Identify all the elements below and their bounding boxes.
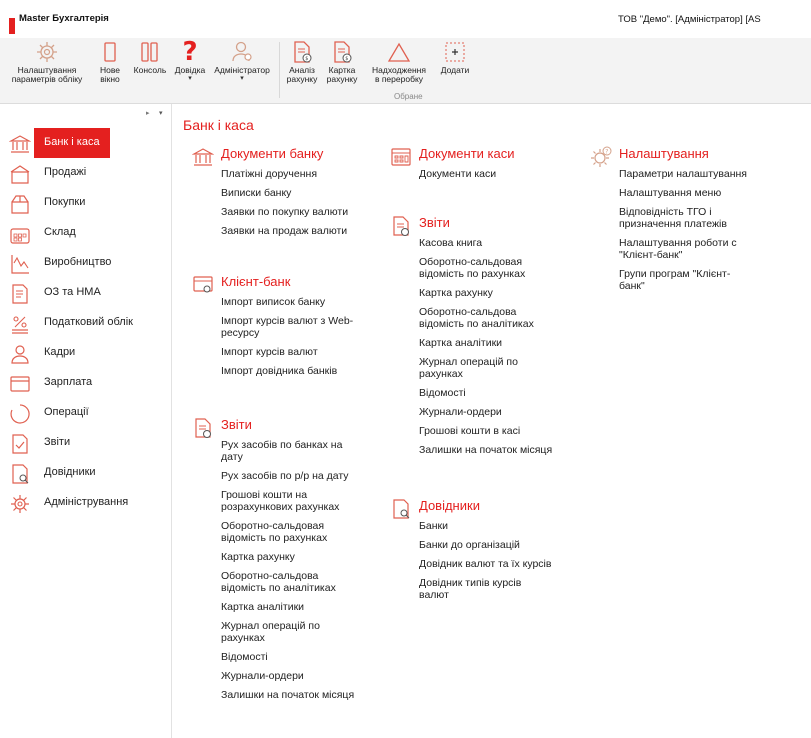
nav-item-salary[interactable] — [0, 368, 172, 398]
warehouse-icon — [9, 223, 31, 245]
nav-label: Продажі — [44, 166, 87, 178]
ribbon-toolbar — [0, 38, 811, 104]
link-banks-to-organizations[interactable]: Банки до організацій — [419, 539, 520, 551]
link-cash-book[interactable]: Касова книга — [419, 237, 483, 249]
console-button[interactable] — [131, 40, 169, 75]
svg-text:?: ? — [605, 148, 609, 156]
left-nav-panel — [0, 104, 172, 738]
purchases-box-icon — [9, 193, 31, 215]
report-document-icon — [192, 417, 214, 439]
nav-label: ОЗ та НМА — [44, 286, 101, 298]
link-analytics-card[interactable]: Картка аналітики — [221, 601, 305, 613]
nav-label: Довідники — [44, 466, 96, 478]
title-bar — [0, 0, 811, 38]
directories-search-icon — [9, 463, 31, 485]
link-currency-sale-requests[interactable]: Заявки на продаж валюти — [221, 225, 348, 237]
link-rate-types-directory[interactable]: Довідник типів курсів валют — [419, 577, 522, 601]
link-banks[interactable]: Банки — [419, 520, 448, 532]
nav-item-production[interactable] — [0, 248, 172, 278]
company-user-label: ТОВ "Демо". [Адміністратор] [AS — [618, 14, 761, 25]
gear-settings-icon — [34, 40, 60, 64]
link-statements[interactable]: Відомості — [419, 387, 466, 399]
link-month-start-balances[interactable]: Залишки на початок місяця — [419, 444, 553, 456]
section-title: Звіти — [221, 417, 252, 432]
nav-label: Банк і каса — [44, 136, 100, 148]
section-title: Звіти — [419, 215, 450, 230]
nav-item-purchases[interactable] — [0, 188, 172, 218]
link-import-statements[interactable]: Імпорт виписок банку — [221, 296, 326, 308]
nav-item-tax-accounting[interactable] — [0, 308, 172, 338]
section-title: Довідники — [419, 498, 480, 513]
console-icon — [137, 40, 163, 64]
processing-receipt-label: Надходження в переробку — [372, 65, 426, 84]
administrator-label: Адміністратор — [214, 65, 270, 75]
nav-label: Звіти — [44, 436, 71, 448]
add-favorite-label: Додати — [440, 65, 470, 75]
link-statements[interactable]: Відомості — [221, 651, 268, 663]
bank-building-icon — [9, 133, 31, 155]
link-client-bank-settings[interactable]: Налаштування роботи с "Клієнт-банк" — [619, 237, 737, 261]
nav-label: Операції — [44, 406, 89, 418]
link-client-bank-groups[interactable]: Групи програм "Клієнт- банк" — [619, 268, 731, 292]
report-document-icon — [390, 215, 412, 237]
help-question-icon: ? — [182, 37, 198, 67]
new-window-button[interactable] — [94, 40, 126, 84]
help-button[interactable] — [172, 37, 208, 82]
svg-text:$: $ — [305, 56, 309, 63]
link-cash-on-accounts[interactable]: Грошові кошти на розрахункових рахунках — [221, 489, 340, 513]
link-account-card[interactable]: Картка рахунку — [419, 287, 493, 299]
document-card-icon — [329, 40, 355, 64]
favorites-group-label: Обране — [394, 92, 423, 101]
settings-params-button[interactable] — [8, 40, 86, 84]
client-bank-window-icon — [192, 274, 214, 296]
staff-person-icon — [9, 343, 31, 365]
cash-register-icon — [390, 146, 412, 168]
link-turnover-by-accounts[interactable]: Оборотно-сальдовая відомість по рахунках — [221, 520, 328, 544]
link-settings-params[interactable]: Параметри налаштування — [619, 168, 747, 180]
link-import-rates-web[interactable]: Імпорт курсів валют з Web- ресурсу — [221, 315, 354, 339]
link-order-journals[interactable]: Журнали-ордери — [221, 670, 304, 682]
account-analysis-label: Аналіз рахунку — [286, 65, 318, 84]
administrator-button[interactable] — [210, 40, 274, 82]
page-title: Банк і каса — [183, 117, 254, 133]
account-card-label: Картка рахунку — [326, 65, 358, 84]
nav-item-staff[interactable] — [0, 338, 172, 368]
link-import-rates[interactable]: Імпорт курсів валют — [221, 346, 318, 358]
add-favorite-button[interactable] — [436, 40, 474, 75]
console-label: Консоль — [133, 65, 167, 75]
link-funds-by-account[interactable]: Рух засобів по р/р на дату — [221, 470, 349, 482]
sales-box-icon — [9, 163, 31, 185]
nav-item-warehouse[interactable] — [0, 218, 172, 248]
admin-user-icon — [229, 40, 255, 64]
nav-item-operations[interactable] — [0, 398, 172, 428]
nav-item-bank-cash[interactable] — [0, 128, 172, 158]
link-month-start-balances[interactable]: Залишки на початок місяця — [221, 689, 355, 701]
nav-label: Кадри — [44, 346, 76, 358]
section-title: Клієнт-банк — [221, 274, 291, 289]
app-logo-icon — [9, 18, 15, 34]
link-currency-directory[interactable]: Довідник валют та їх курсів — [419, 558, 552, 570]
nav-label: Покупки — [44, 196, 86, 208]
expand-arrow-icon[interactable]: ▸ — [146, 110, 150, 117]
help-label: Довідка — [174, 65, 206, 75]
add-plus-icon — [442, 40, 468, 64]
account-card-button[interactable] — [324, 40, 360, 84]
link-turnover-by-accounts[interactable]: Оборотно-сальдовая відомість по рахунках — [419, 256, 526, 280]
section-title: Документи каси — [419, 146, 515, 161]
link-analytics-card[interactable]: Картка аналітики — [419, 337, 503, 349]
link-import-bank-directory[interactable]: Імпорт довідника банків — [221, 365, 338, 377]
reports-check-icon — [9, 433, 31, 455]
salary-card-icon — [9, 373, 31, 395]
panel-menu-icon[interactable]: ▾ — [159, 110, 163, 117]
link-operations-journal[interactable]: Журнал операцій по рахунках — [419, 356, 518, 380]
link-tgo-mapping[interactable]: Відповідність ТГО і призначення платежів — [619, 206, 727, 230]
app-title: Master Бухгалтерія — [19, 13, 109, 24]
nav-item-sales[interactable] — [0, 158, 172, 188]
processing-receipt-button[interactable] — [366, 40, 432, 84]
document-money-icon — [289, 40, 315, 64]
link-cash-documents[interactable]: Документи каси — [419, 168, 497, 180]
directories-search-icon — [390, 498, 412, 520]
assets-document-icon — [9, 283, 31, 305]
ribbon-separator — [279, 42, 280, 98]
link-bank-statements[interactable]: Виписки банку — [221, 187, 292, 199]
link-currency-purchase-requests[interactable]: Заявки по покупку валюти — [221, 206, 349, 218]
link-payment-orders[interactable]: Платіжні доручення — [221, 168, 318, 180]
administrator-dropdown-icon: ▾ — [240, 75, 244, 82]
nav-label: Виробництво — [44, 256, 112, 268]
operations-circle-icon — [9, 403, 31, 425]
production-chart-icon — [9, 253, 31, 275]
link-cash-in-register[interactable]: Грошові кошти в касі — [419, 425, 521, 437]
section-title: Налаштування — [619, 146, 709, 161]
nav-item-fixed-assets[interactable] — [0, 278, 172, 308]
settings-params-label: Налаштування параметрів обліку — [11, 65, 83, 84]
nav-item-administration[interactable] — [0, 488, 172, 518]
link-operations-journal[interactable]: Журнал операцій по рахунках — [221, 620, 320, 644]
bank-building-icon — [192, 146, 214, 168]
new-window-label: Нове вікно — [99, 65, 120, 84]
link-turnover-by-analytics[interactable]: Оборотно-сальдова відомість по аналітиках — [419, 306, 534, 330]
link-funds-by-banks[interactable]: Рух засобів по банках на дату — [221, 439, 343, 463]
link-menu-settings[interactable]: Налаштування меню — [619, 187, 722, 199]
settings-gear-question-icon — [590, 146, 612, 168]
triangle-warning-icon — [386, 40, 412, 64]
nav-label: Податковий облік — [44, 316, 133, 328]
nav-item-reports[interactable] — [0, 428, 172, 458]
account-analysis-button[interactable] — [284, 40, 320, 84]
nav-label: Адміністрування — [44, 496, 129, 508]
new-window-icon — [97, 40, 123, 64]
link-account-card[interactable]: Картка рахунку — [221, 551, 295, 563]
svg-text:$: $ — [345, 56, 349, 63]
nav-label: Зарплата — [44, 376, 93, 388]
administration-gear-icon — [9, 493, 31, 515]
main-content — [173, 104, 811, 738]
help-dropdown-icon: ▾ — [188, 75, 192, 82]
section-title: Документи банку — [221, 146, 324, 161]
link-turnover-by-analytics[interactable]: Оборотно-сальдова відомість по аналітиках — [221, 570, 336, 594]
nav-label: Склад — [44, 226, 76, 238]
link-order-journals[interactable]: Журнали-ордери — [419, 406, 502, 418]
tax-percent-icon — [9, 313, 31, 335]
nav-item-directories[interactable] — [0, 458, 172, 488]
